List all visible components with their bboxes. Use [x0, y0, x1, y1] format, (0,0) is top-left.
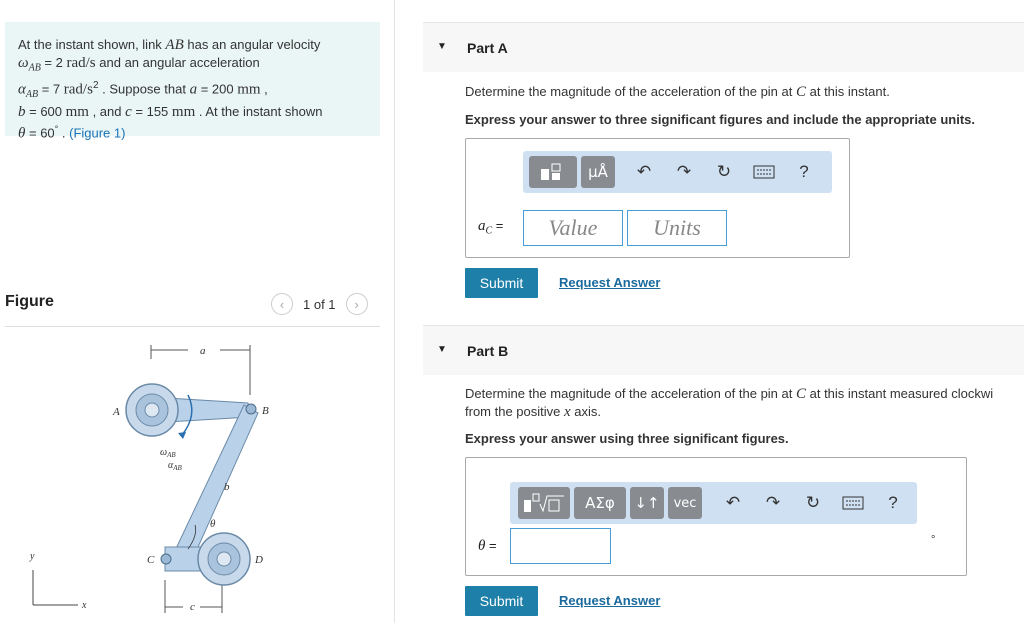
part-a-request-answer-link[interactable]: Request Answer: [559, 275, 661, 290]
part-a-label: Part A: [467, 40, 508, 56]
keyboard-icon[interactable]: [838, 488, 868, 518]
dim-c-label: c: [190, 601, 195, 613]
part-b-instruction: Express your answer using three significant figures.: [465, 431, 789, 446]
keyboard-icon[interactable]: [749, 157, 779, 187]
problem-panel: [0, 0, 395, 623]
label-B: B: [262, 405, 269, 417]
help-icon[interactable]: ?: [799, 162, 809, 181]
units-button[interactable]: μÅ: [581, 156, 615, 188]
greek-button[interactable]: ΑΣφ: [574, 487, 626, 519]
reset-icon[interactable]: ↻: [716, 162, 732, 181]
figure-header: [5, 293, 380, 327]
degree-unit: °: [931, 534, 936, 546]
undo-icon[interactable]: ↶: [725, 493, 741, 512]
part-b-label: Part B: [467, 343, 509, 359]
redo-icon[interactable]: ↷: [765, 493, 781, 512]
pager-text: 1 of 1: [303, 296, 336, 312]
part-a-question: Determine the magnitude of the acceleration of the pin at C at this instant.: [465, 84, 890, 100]
label-b: b: [224, 481, 230, 493]
axis-y-label: y: [30, 551, 35, 562]
help-icon[interactable]: ?: [888, 493, 898, 512]
chevron-right-icon: ›: [354, 296, 359, 312]
part-a-submit-button[interactable]: Submit: [465, 268, 538, 298]
collapse-triangle-icon: ▼: [437, 41, 447, 52]
reset-icon[interactable]: ↻: [805, 493, 821, 512]
part-b-submit-button[interactable]: Submit: [465, 586, 538, 616]
part-a-answer-box: [465, 138, 850, 258]
prev-figure-button[interactable]: [271, 293, 293, 315]
parts-panel: [395, 0, 1024, 623]
label-A: A: [113, 406, 120, 418]
label-D: D: [255, 554, 263, 566]
next-figure-button[interactable]: [346, 293, 368, 315]
figure-link[interactable]: (Figure 1): [69, 124, 126, 140]
omega-label: $\omega_{AB}$: [160, 447, 176, 459]
templates-button[interactable]: [529, 156, 577, 188]
part-b-request-answer-link[interactable]: Request Answer: [559, 593, 661, 608]
part-a-toolbar: [523, 151, 832, 193]
label-C: C: [147, 554, 155, 566]
figure-pager: [271, 293, 368, 315]
part-a-header[interactable]: [423, 22, 1024, 72]
undo-icon[interactable]: ↶: [636, 162, 652, 181]
dim-a-label: a: [200, 345, 206, 357]
redo-icon[interactable]: ↷: [676, 162, 692, 181]
part-b-question: Determine the magnitude of the acceleration of the pin at C at this instant measured clockwi from the positive x axis.: [465, 386, 994, 420]
problem-statement: At the instant shown, link AB has an angular velocity $\omega_{AB} = 2$ rad/s and an angular acceleration $\alpha_{AB} = 7$ rad/$s^2$ . Suppose that a = 200 mm , b = 600 mm , and c = 155 mm . At the instant shown θ = 60° . (Figure 1): [5, 22, 380, 136]
template-icon: [539, 162, 567, 182]
theta-input[interactable]: [510, 528, 611, 564]
collapse-triangle-icon: ▼: [437, 344, 447, 355]
part-b-variable: θ =: [478, 538, 497, 554]
alpha-label: $\alpha_{AB}$: [168, 460, 182, 472]
chevron-left-icon: ‹: [279, 296, 285, 312]
figure-title: Figure: [5, 293, 54, 310]
part-b-header[interactable]: [423, 325, 1024, 375]
template-sqrt-icon: [522, 492, 566, 514]
part-b-answer-box: [465, 457, 967, 576]
theta-label: θ: [210, 518, 216, 530]
vec-button[interactable]: vec: [668, 487, 702, 519]
part-a-variable: $a_C$ =: [478, 218, 504, 237]
axis-x-label: x: [82, 600, 87, 611]
templates-button[interactable]: [518, 487, 570, 519]
value-input[interactable]: Value: [523, 210, 623, 246]
arrows-button[interactable]: ↓↑: [630, 487, 664, 519]
part-b-toolbar: [510, 482, 917, 524]
mechanism-figure: [20, 335, 320, 620]
part-a-instruction: Express your answer to three significant figures and include the appropriate units.: [465, 112, 975, 127]
units-input[interactable]: Units: [627, 210, 727, 246]
